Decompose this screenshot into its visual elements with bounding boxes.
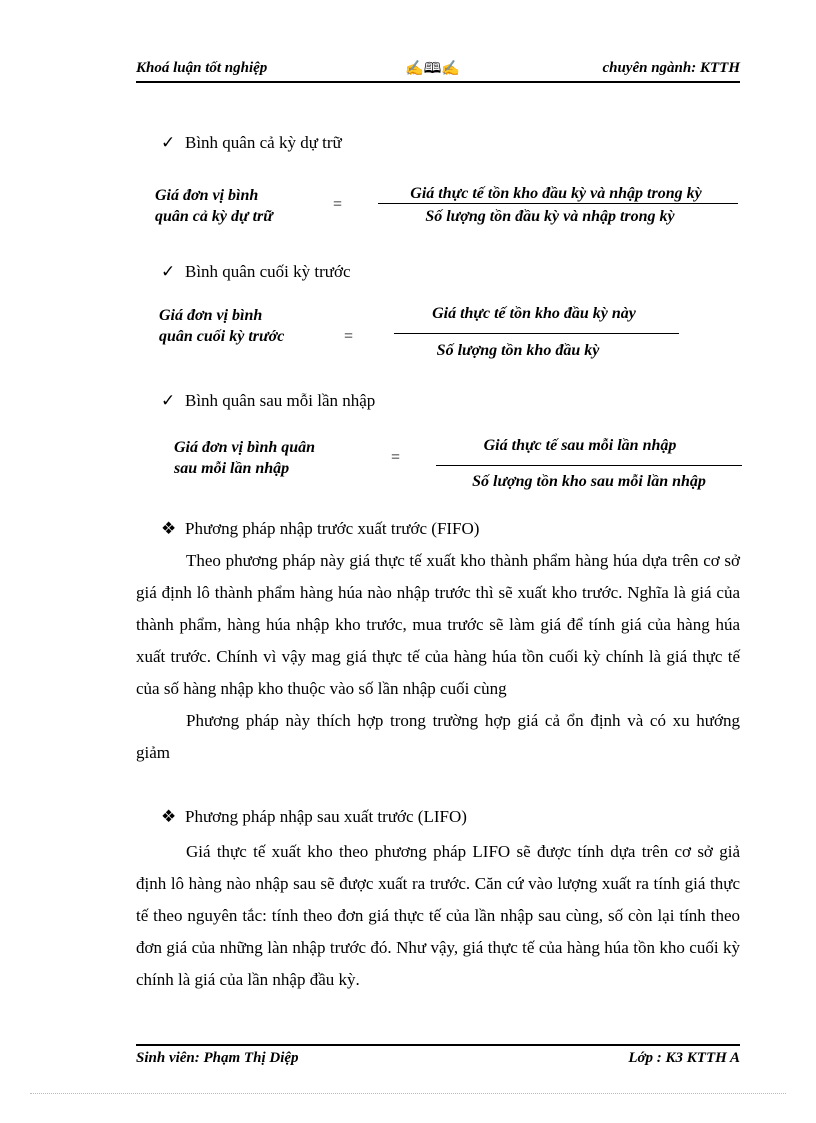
bullet-label: Bình quân sau mỗi lần nhập [185,391,376,410]
formula-lhs: Giá đơn vị bình quân sau mỗi lần nhập [174,439,316,477]
paragraph: Theo phương pháp này giá thực tế xuất kho thành phẩm hàng húa dựa trên cơ sở giá định lô thành phẩm hàng húa nào nhập trước thì sẽ xuất kho trước. Nghĩa là giá của thành phẩm, hàng húa nhập kho trước, mua trước sẽ làm giá để tính giá của hàng húa xuất trước. Chính vì vậy mag giá thực tế của hàng húa tồn cuối kỳ chính là giá thực tế của số hàng nhập kho thuộc vào số lần nhập cuối cùng [136,551,740,698]
bullet-label: Bình quân cuối kỳ trước [185,262,351,281]
header-rule [136,81,740,83]
formula-numerator: Giá thực tế sau mỗi lần nhập [483,437,677,454]
formula-numerator: Giá thực tế tồn kho đầu kỳ này [432,305,636,322]
formula-lhs: Giá đơn vị bình quân cuối kỳ trước [159,307,285,345]
book-ornament-icon: ✍🕮✍ [405,61,461,77]
heading-label: Phương pháp nhập sau xuất trước (LIFO) [185,807,467,826]
fraction-bar [394,333,679,334]
paragraph: Giá thực tế xuất kho theo phương pháp LIFO sẽ được tính dựa trên cơ sở giả định lô hàng nào nhập sau sẽ được xuất ra trước. Căn cứ vào lượng xuất ra tính giá thực tế theo nguyên tắc: tính theo đơn giá thực tế của lần nhập sau cùng, số còn lại tính theo đơn giá của những làn nhập trước đó. Như vậy, giá thực tế của hàng húa tồn kho cuối kỳ chính là giá của lần nhập đầu kỳ. [136,842,740,989]
fifo-body [136,545,740,769]
check-icon: ✓ [161,133,176,152]
check-icon: ✓ [161,391,176,410]
formula-denominator: Số lượng tồn kho đầu kỳ [436,342,600,359]
four-diamond-icon: ❖ [161,807,177,826]
formula-denominator: Số lượng tồn đầu kỳ và nhập trong kỳ [425,208,675,225]
header-title: Khoá luận tốt nghiệp [136,60,268,76]
heading-lifo [161,807,467,827]
formula-lhs: Giá đơn vị bình quân cả kỳ dự trữ [155,187,273,225]
footer-rule [136,1044,740,1046]
footer-student: Sinh viên: Phạm Thị Diệp [136,1050,299,1066]
header-major: chuyên ngành: KTTH [602,60,740,76]
bullet-avg-each [161,391,375,411]
bullet-label: Bình quân cả kỳ dự trữ [185,133,342,152]
check-icon: ✓ [161,262,176,281]
formula-numerator: Giá thực tế tồn kho đầu kỳ và nhập trong kỳ [410,185,702,202]
equals-sign: = [333,196,343,213]
bullet-avg-prev [161,262,351,282]
footer-class: Lớp : K3 KTTH A [628,1050,740,1066]
fraction-bar [436,465,742,466]
equals-sign: = [344,328,354,345]
formula-denominator: Số lượng tồn kho sau mỗi lần nhập [472,473,706,490]
four-diamond-icon: ❖ [161,519,177,538]
bullet-avg-period [161,133,342,153]
lifo-body [136,836,740,996]
page-edge [30,1093,786,1094]
equals-sign: = [391,449,401,466]
heading-fifo [161,519,479,539]
fraction-bar [378,203,738,204]
paragraph: Phương pháp này thích hợp trong trường hợp giá cả ổn định và có xu hướng giảm [136,711,740,762]
heading-label: Phương pháp nhập trước xuất trước (FIFO) [185,519,480,538]
